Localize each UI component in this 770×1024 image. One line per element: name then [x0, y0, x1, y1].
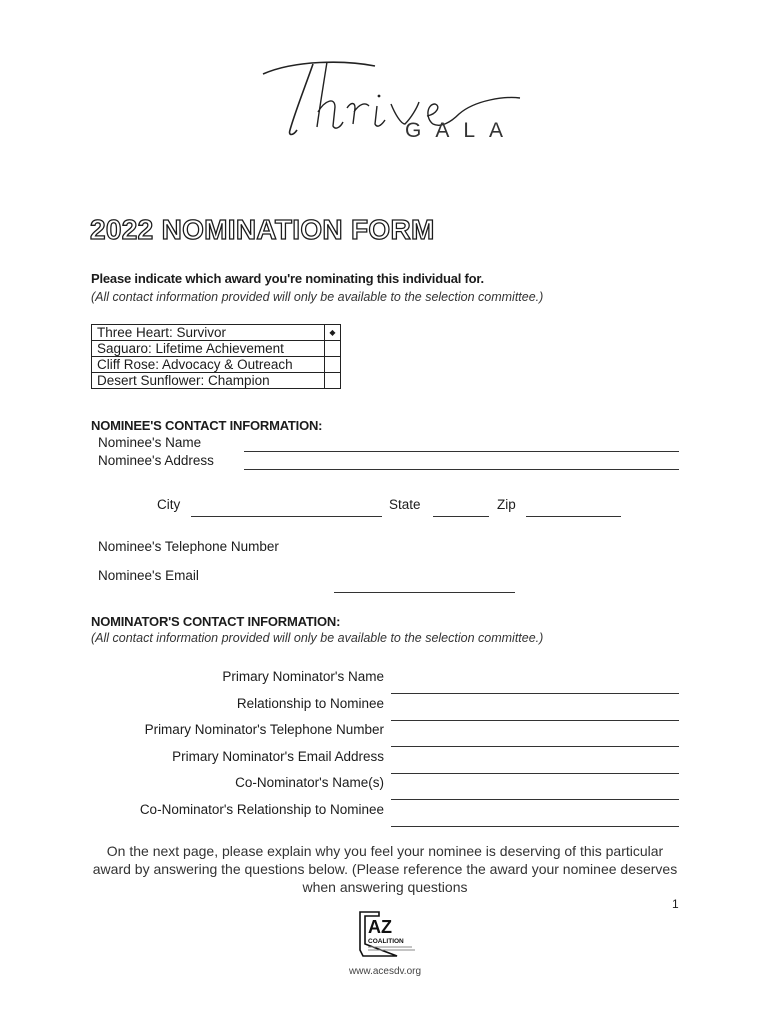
co-nominator-name-field[interactable]	[391, 799, 679, 800]
award-label: Cliff Rose: Advocacy & Outreach	[92, 357, 325, 373]
co-nominator-relationship-field[interactable]	[391, 826, 679, 827]
primary-nominator-phone-label: Primary Nominator's Telephone Number	[144, 722, 384, 737]
award-prompt: Please indicate which award you're nominating this individual for.	[91, 271, 484, 286]
nominee-name-label: Nominee's Name	[98, 435, 202, 450]
privacy-note: (All contact information provided will only be available to the selection committee.)	[91, 290, 544, 304]
nominee-email-label: Nominee's Email	[98, 568, 199, 583]
relationship-label: Relationship to Nominee	[236, 696, 384, 711]
nominee-section-heading: NOMINEE'S CONTACT INFORMATION:	[91, 418, 323, 433]
website-link[interactable]: www.acesdv.org	[348, 966, 422, 977]
nominee-address-label: Nominee's Address	[98, 453, 214, 468]
form-title: 2022 NOMINATION FORM	[90, 214, 435, 245]
co-nominator-name-label: Co-Nominator's Name(s)	[235, 775, 384, 790]
az-coalition-logo	[357, 910, 417, 960]
award-row	[92, 325, 341, 341]
nominator-section-heading: NOMINATOR'S CONTACT INFORMATION:	[91, 614, 341, 629]
co-nominator-relationship-label: Co-Nominator's Relationship to Nominee	[139, 802, 384, 817]
award-row	[92, 341, 341, 357]
award-selection-table	[91, 324, 341, 389]
award-checkbox[interactable]	[325, 357, 341, 373]
nominator-privacy-note: (All contact information provided will only be available to the selection committee.)	[91, 631, 544, 645]
zip-label: Zip	[497, 497, 516, 512]
logo-coalition-text: COALITION	[368, 938, 404, 945]
award-row	[92, 373, 341, 389]
primary-nominator-email-field[interactable]	[391, 773, 679, 774]
logo-az-text: AZ	[368, 917, 392, 937]
primary-nominator-name-field[interactable]	[391, 693, 679, 694]
award-label: Saguaro: Lifetime Achievement	[92, 341, 325, 357]
zip-field[interactable]	[526, 516, 621, 517]
page-number: 1	[672, 897, 679, 911]
nominee-address-field[interactable]	[244, 469, 679, 470]
award-label: Three Heart: Survivor	[92, 325, 325, 341]
nominee-name-field[interactable]	[244, 451, 679, 452]
nominee-phone-label: Nominee's Telephone Number	[98, 539, 279, 554]
state-field[interactable]	[433, 516, 489, 517]
state-label: State	[389, 497, 421, 512]
award-row	[92, 357, 341, 373]
award-checkbox[interactable]	[325, 373, 341, 389]
primary-nominator-name-label: Primary Nominator's Name	[222, 669, 384, 684]
logo-gala-text: GALA	[405, 119, 518, 142]
primary-nominator-email-label: Primary Nominator's Email Address	[172, 749, 384, 764]
award-checkbox[interactable]	[325, 341, 341, 357]
city-label: City	[157, 497, 181, 512]
award-label: Desert Sunflower: Champion	[92, 373, 325, 389]
nominee-email-field[interactable]	[334, 592, 515, 593]
award-checkbox[interactable]: ◆	[325, 325, 341, 341]
closing-instructions: On the next page, please explain why you feel your nominee is deserving of this particular award by answering the questions below. (Please reference the award your nominee deserves when answering questions	[92, 843, 678, 895]
primary-nominator-phone-field[interactable]	[391, 746, 679, 747]
relationship-field[interactable]	[391, 720, 679, 721]
city-field[interactable]	[191, 516, 382, 517]
